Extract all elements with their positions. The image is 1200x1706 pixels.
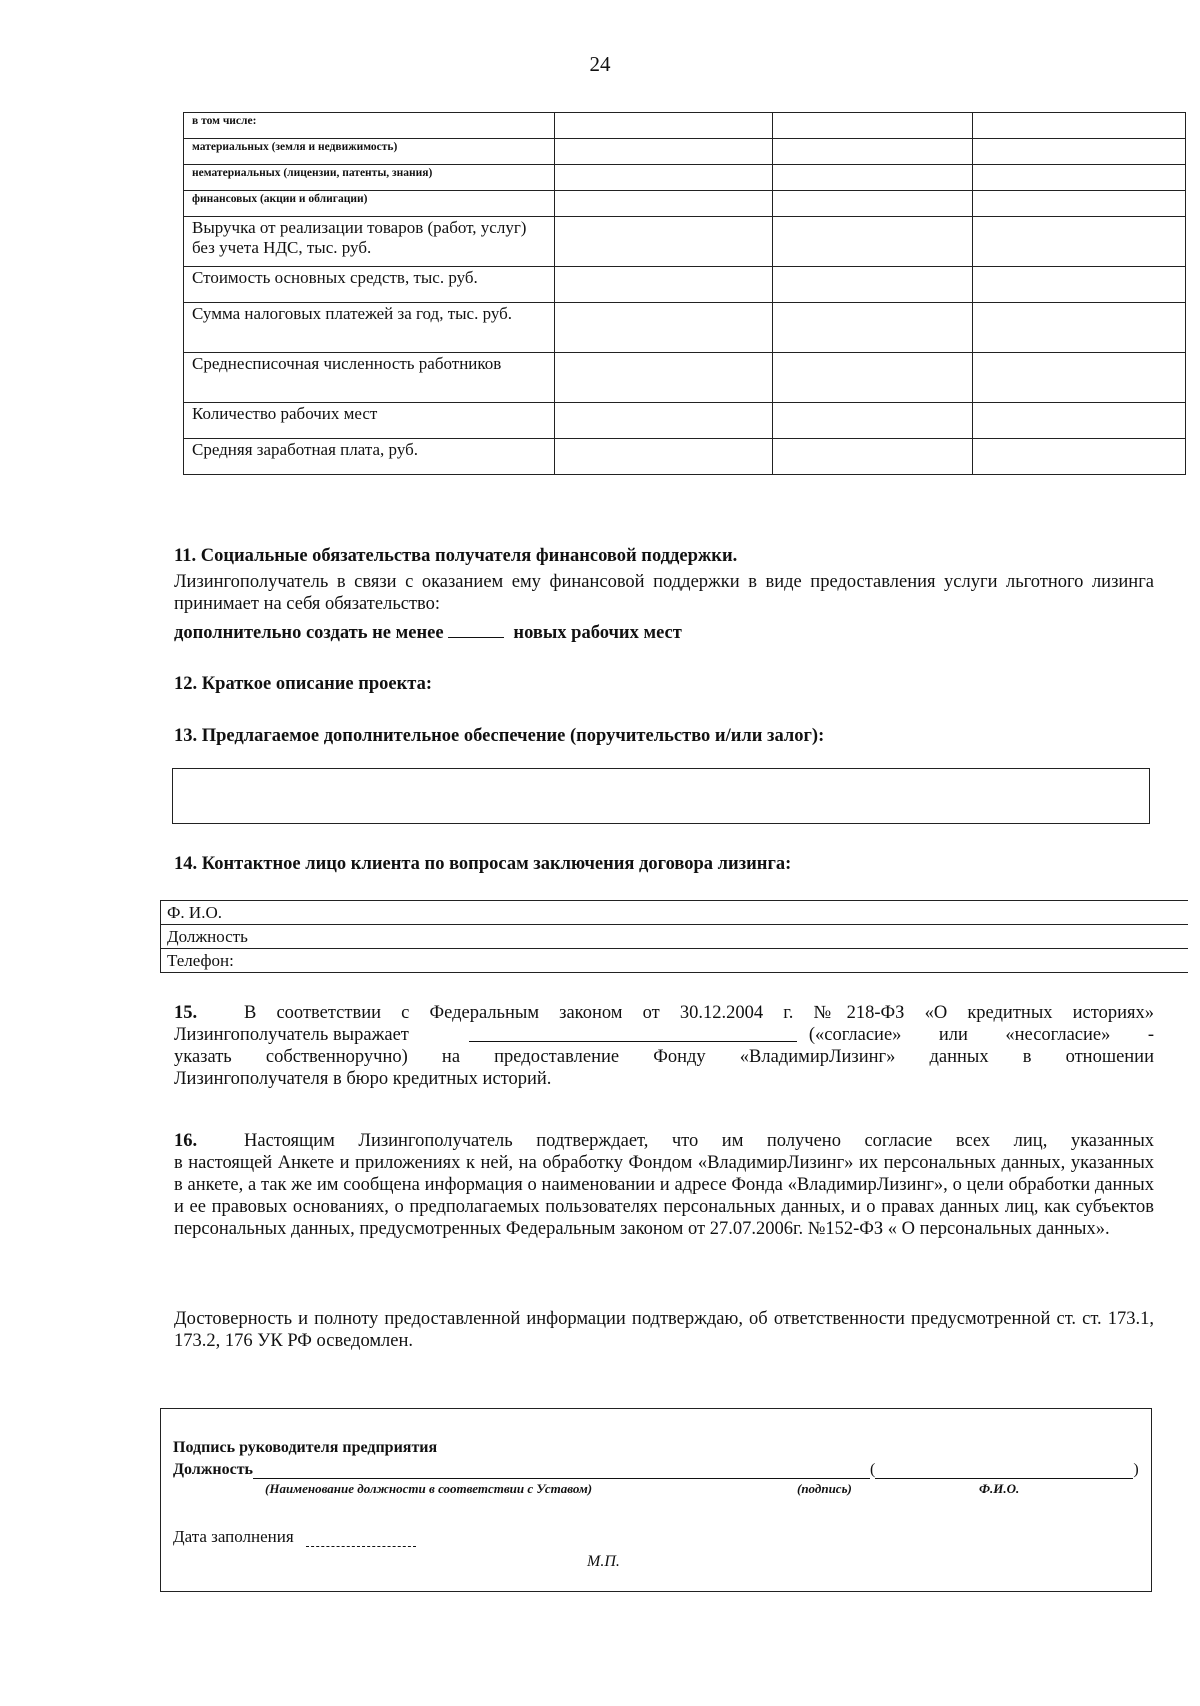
- table-cell[interactable]: [973, 267, 1186, 303]
- section-15: [174, 1002, 1154, 1090]
- table-row-label: финансовых (акции и облигации): [184, 191, 555, 217]
- table-row: [184, 403, 1186, 439]
- table-row: [184, 217, 1186, 267]
- section-15-line1: В соответствии с Федеральным законом от 30.12.2004 г. №218-ФЗ «О кредитных историях»: [244, 1003, 1154, 1023]
- section-11-obligation: [174, 621, 1154, 644]
- contact-name-field[interactable]: Ф. И.О.: [161, 901, 1189, 925]
- table-cell[interactable]: [773, 165, 973, 191]
- table-row-label: Количество рабочих мест: [184, 403, 555, 439]
- table-row: [184, 113, 1186, 139]
- table-row-label: Выручка от реализации товаров (работ, услуг) без учета НДС, тыс. руб.: [184, 217, 555, 267]
- table-row-label: Среднесписочная численность работников: [184, 353, 555, 403]
- section-12-heading: 12. Краткое описание проекта:: [174, 674, 433, 694]
- caption-name: Ф.И.О.: [979, 1481, 1020, 1496]
- table-cell[interactable]: [555, 191, 773, 217]
- table-cell[interactable]: [555, 113, 773, 139]
- table-row: [184, 191, 1186, 217]
- open-paren: (: [870, 1461, 876, 1478]
- table-cell[interactable]: [773, 439, 973, 475]
- section-11-text: Лизингополучатель в связи с оказанием ему финансовой поддержки в виде предоставления услуги льготного лизинга принимает на себя обязательство:: [174, 572, 1154, 614]
- table-cell[interactable]: [773, 191, 973, 217]
- contact-phone-field[interactable]: Телефон:: [161, 949, 1189, 973]
- page-number: 24: [589, 52, 611, 76]
- table-row-label: нематериальных (лицензии, патенты, знания): [184, 165, 555, 191]
- section-13-heading: 13. Предлагаемое дополнительное обеспечение (поручительство и/или залог):: [174, 726, 825, 746]
- table-cell[interactable]: [773, 139, 973, 165]
- position-field[interactable]: [253, 1464, 725, 1479]
- obligation-prefix: дополнительно создать не менее: [174, 623, 444, 643]
- signature-field[interactable]: [698, 1464, 870, 1479]
- date-label: Дата заполнения: [173, 1527, 294, 1546]
- stamp-label: М.П.: [587, 1553, 620, 1570]
- section-16: [174, 1130, 1154, 1240]
- section-15-line4: Лизингополучателя в бюро кредитных историй.: [174, 1069, 552, 1089]
- section-11-heading: 11. Социальные обязательства получателя финансовой поддержки.: [174, 546, 738, 566]
- caption-position: (Наименование должности в соответствии с Уставом): [265, 1481, 593, 1496]
- table-cell[interactable]: [973, 403, 1186, 439]
- section-16-number: 16.: [174, 1131, 198, 1151]
- financial-table: [183, 112, 1186, 475]
- position-label: Должность: [173, 1461, 254, 1478]
- table-row-label: Сумма налоговых платежей за год, тыс. руб.: [184, 303, 555, 353]
- table-cell[interactable]: [973, 217, 1186, 267]
- table-cell[interactable]: [973, 303, 1186, 353]
- confirmation-text: Достоверность и полноту предоставленной информации подтверждаю, об ответственности предусмотренной ст. ст. 173.1, 173.2, 176 УК РФ осведомлен.: [174, 1309, 1154, 1351]
- signature-title: Подпись руководителя предприятия: [173, 1439, 438, 1456]
- table-row-label: Средняя заработная плата, руб.: [184, 439, 555, 475]
- consent-field[interactable]: [469, 1025, 797, 1042]
- section-15-line2a: Лизингополучатель выражает: [174, 1025, 409, 1045]
- table-cell[interactable]: [973, 165, 1186, 191]
- table-row: [184, 267, 1186, 303]
- contact-table: [160, 900, 1188, 973]
- table-cell[interactable]: [555, 403, 773, 439]
- date-field[interactable]: [306, 1534, 416, 1547]
- table-cell[interactable]: [555, 139, 773, 165]
- table-cell[interactable]: [973, 353, 1186, 403]
- section-15-line2b: («согласие» или «несогласие» -: [808, 1025, 1154, 1045]
- close-paren: ): [1133, 1461, 1139, 1478]
- table-cell[interactable]: [973, 113, 1186, 139]
- table-cell[interactable]: [773, 353, 973, 403]
- table-row-label: материальных (земля и недвижимость): [184, 139, 555, 165]
- table-row: [184, 439, 1186, 475]
- section-15-line3: указать собственноручно) на предоставление Фонду «ВладимирЛизинг» данных в отношении: [174, 1047, 1154, 1067]
- table-cell[interactable]: [773, 217, 973, 267]
- table-cell[interactable]: [973, 191, 1186, 217]
- section-16-first-line: Настоящим Лизингополучатель подтверждает, что им получено согласие всех лиц, указанных: [244, 1131, 1154, 1151]
- new-jobs-count-field[interactable]: [448, 621, 504, 638]
- table-row: [184, 165, 1186, 191]
- signature-block: [160, 1408, 1152, 1592]
- obligation-suffix: новых рабочих мест: [513, 623, 682, 643]
- table-row-label: Стоимость основных средств, тыс. руб.: [184, 267, 555, 303]
- table-cell[interactable]: [773, 113, 973, 139]
- name-field[interactable]: [875, 1464, 1133, 1479]
- table-cell[interactable]: [555, 353, 773, 403]
- table-row: [184, 303, 1186, 353]
- contact-position-field[interactable]: Должность: [161, 925, 1189, 949]
- table-row-label: в том числе:: [184, 113, 555, 139]
- section-14-heading: 14. Контактное лицо клиента по вопросам заключения договора лизинга:: [174, 854, 792, 874]
- table-cell[interactable]: [555, 267, 773, 303]
- section-16-text: в настоящей Анкете и приложениях к ней, на обработку Фондом «ВладимирЛизинг» их персональных данных, указанных в анкете, а так же им сообщена информация о наименовании и адресе Фонда «ВладимирЛизинг», о цели обработки данных и ее правовых основаниях, о предполагаемых пользователях персональных данных, и о правах данных лиц, как субъектов персональных данных, предусмотренных Федеральным законом от 27.07.2006г. №152-ФЗ « О персональных данных».: [174, 1153, 1154, 1239]
- table-row: [184, 139, 1186, 165]
- table-cell[interactable]: [555, 303, 773, 353]
- collateral-input-box[interactable]: [172, 768, 1150, 824]
- table-cell[interactable]: [773, 403, 973, 439]
- table-row: [184, 353, 1186, 403]
- section-15-number: 15.: [174, 1003, 198, 1023]
- caption-sign: (подпись): [797, 1481, 852, 1496]
- table-cell[interactable]: [773, 267, 973, 303]
- table-cell[interactable]: [555, 439, 773, 475]
- table-cell[interactable]: [555, 165, 773, 191]
- table-cell[interactable]: [555, 217, 773, 267]
- table-cell[interactable]: [773, 303, 973, 353]
- table-cell[interactable]: [973, 439, 1186, 475]
- table-cell[interactable]: [973, 139, 1186, 165]
